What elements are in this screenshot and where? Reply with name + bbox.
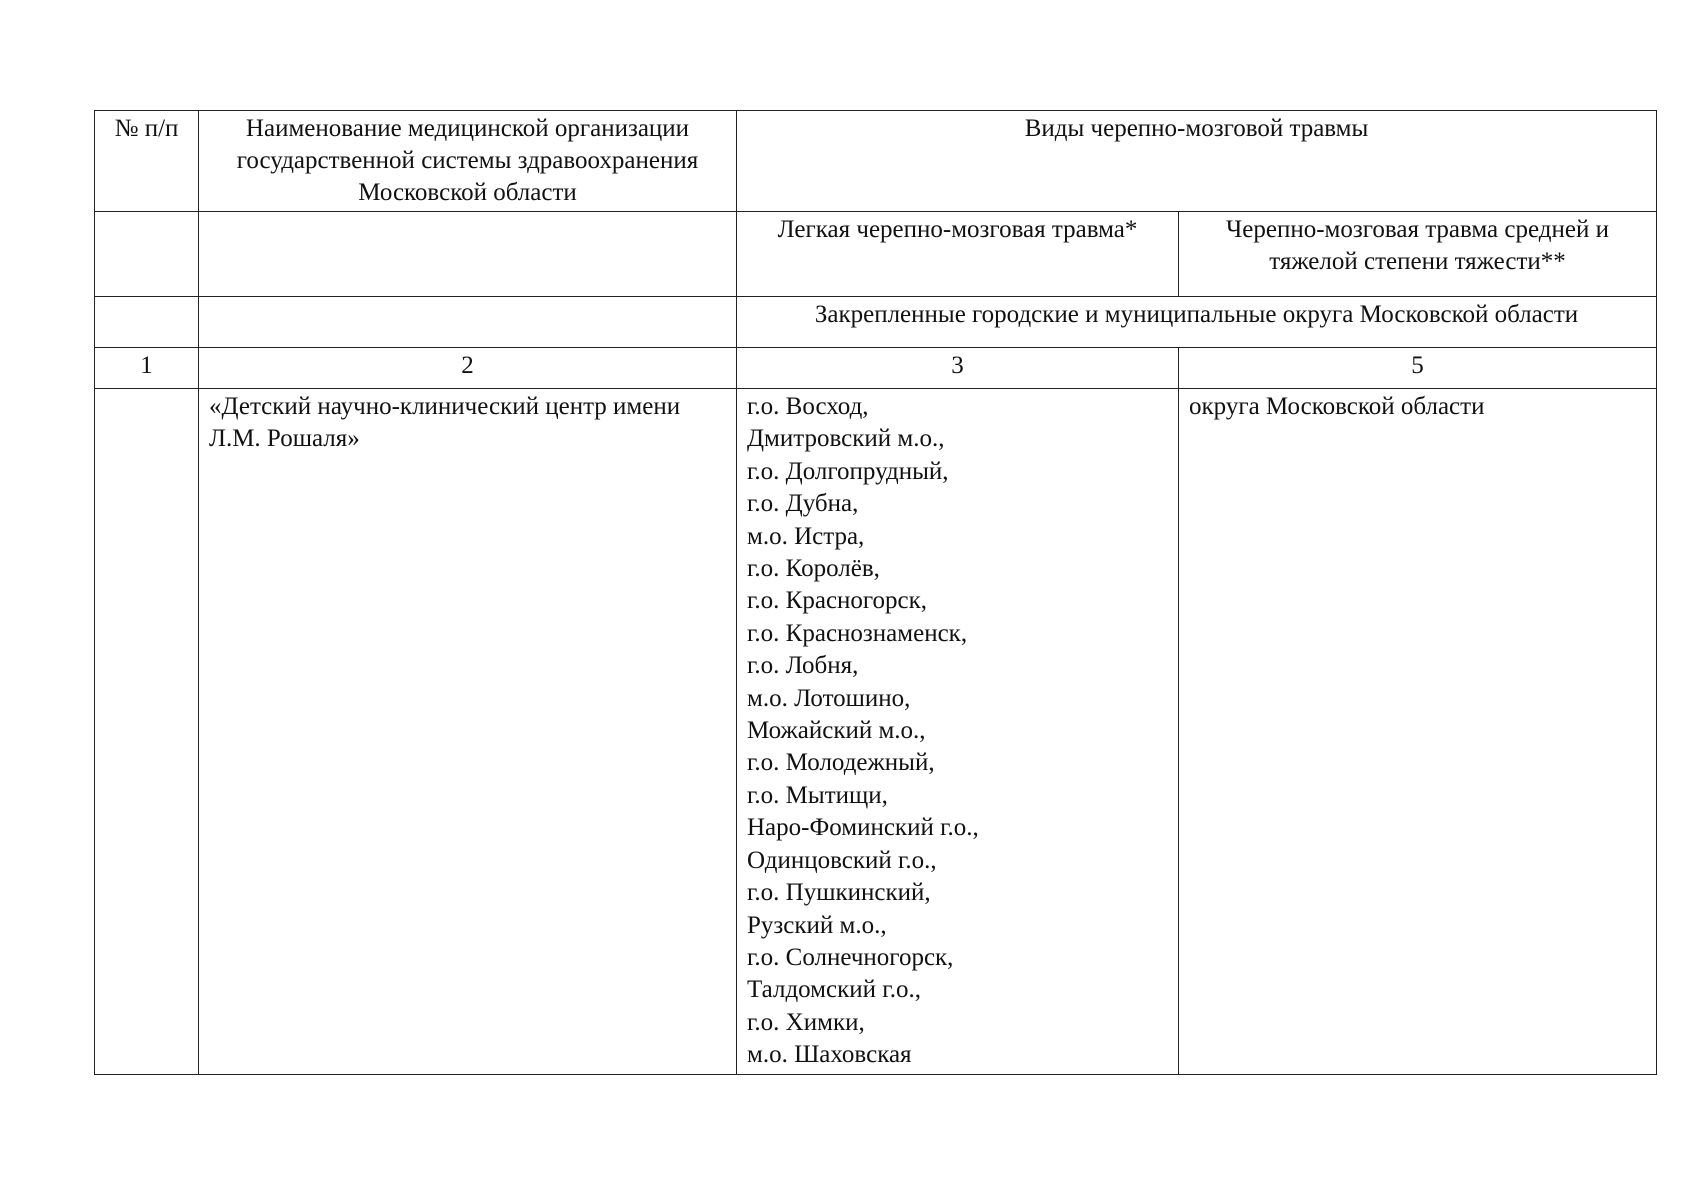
list-item: м.о. Шаховская bbox=[747, 1041, 912, 1069]
list-item: г.о. Солнечногорск, bbox=[747, 943, 954, 971]
list-item: г.о. Дубна, bbox=[747, 490, 859, 518]
column-number-cell: 3 bbox=[737, 348, 1179, 389]
list-item: Одинцовский г.о., bbox=[747, 846, 937, 874]
table-column-numbers-row bbox=[95, 348, 1657, 389]
row-organization-cell: «Детский научно-клинический центр имени Л.М. Рошаля» bbox=[199, 389, 737, 1075]
subheader-mild-cell: Легкая черепно-мозговая травма* bbox=[737, 212, 1179, 297]
trauma-assignment-table bbox=[94, 110, 1657, 1075]
assigned-empty-cell bbox=[199, 297, 737, 348]
list-item: г.о. Лобня, bbox=[747, 652, 859, 680]
header-num-cell: № п/п bbox=[95, 111, 199, 212]
list-item: Рузский м.о., bbox=[747, 911, 887, 939]
list-item: Можайский м.о., bbox=[747, 717, 926, 745]
subheader-moderate-severe-cell: Черепно-мозговая травма средней и тяжелой степени тяжести** bbox=[1179, 212, 1657, 297]
table-header-row bbox=[95, 111, 1657, 212]
header-injury-types-cell: Виды черепно-мозговой травмы bbox=[737, 111, 1657, 212]
subheader-empty-cell bbox=[95, 212, 199, 297]
row-moderate-severe-districts-cell: округа Московской области bbox=[1179, 389, 1657, 1075]
list-item: Дмитровский м.о., bbox=[747, 425, 945, 453]
list-item: г.о. Красногорск, bbox=[747, 587, 928, 615]
list-item: г.о. Молодежный, bbox=[747, 749, 935, 777]
subheader-empty-cell bbox=[199, 212, 737, 297]
list-item: г.о. Химки, bbox=[747, 1008, 865, 1036]
list-item: м.о. Истра, bbox=[747, 522, 865, 550]
list-item: г.о. Пушкинский, bbox=[747, 879, 931, 907]
list-item: Талдомский г.о., bbox=[747, 976, 921, 1004]
list-item: г.о. Краснознаменск, bbox=[747, 619, 968, 647]
row-num-cell bbox=[95, 389, 199, 1075]
column-number-cell: 1 bbox=[95, 348, 199, 389]
table-assigned-row bbox=[95, 297, 1657, 348]
assigned-empty-cell bbox=[95, 297, 199, 348]
list-item: г.о. Долгопрудный, bbox=[747, 457, 949, 485]
table-row bbox=[95, 389, 1657, 1075]
column-number-cell: 2 bbox=[199, 348, 737, 389]
list-item: г.о. Мытищи, bbox=[747, 781, 888, 809]
column-number-cell: 5 bbox=[1179, 348, 1657, 389]
list-item: Наро-Фоминский г.о., bbox=[747, 814, 979, 842]
row-mild-districts-cell bbox=[737, 389, 1179, 1075]
list-item: м.о. Лотошино, bbox=[747, 684, 911, 712]
header-org-name-cell: Наименование медицинской организации государственной системы здравоохранения Московской области bbox=[199, 111, 737, 212]
list-item: г.о. Восход, bbox=[747, 393, 869, 420]
table-subheader-row bbox=[95, 212, 1657, 297]
assigned-districts-label-cell: Закрепленные городские и муниципальные округа Московской области bbox=[737, 297, 1657, 348]
list-item: г.о. Королёв, bbox=[747, 555, 880, 583]
mild-districts-list bbox=[747, 391, 1168, 1072]
